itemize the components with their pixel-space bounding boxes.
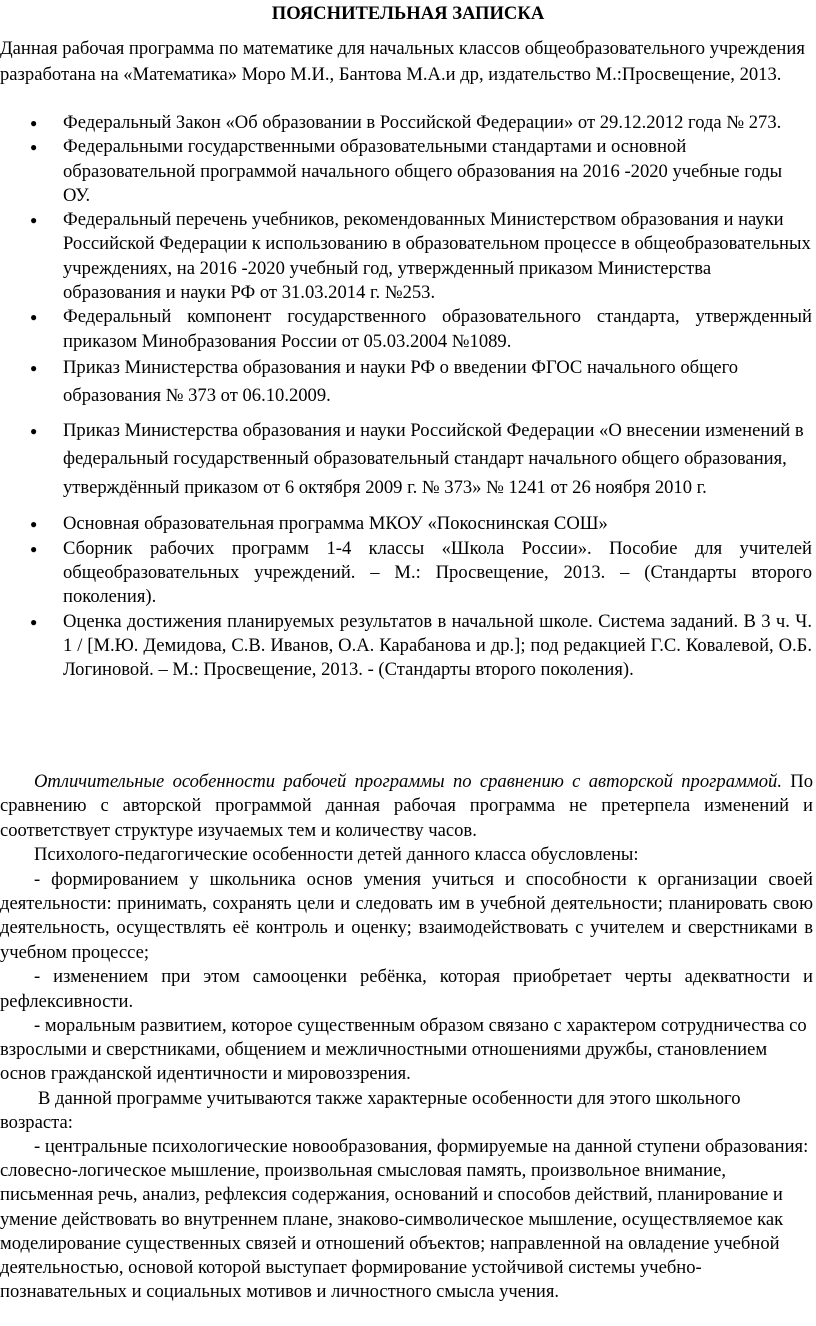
bullet-icon: ● xyxy=(30,541,38,556)
psych-item: - изменением при этом самооценки ребёнка, которая приобретает черты адекватности и рефлексивности. xyxy=(0,966,813,1012)
bullet-icon: ● xyxy=(30,140,38,155)
bullet-icon: ● xyxy=(30,213,38,228)
list-item xyxy=(0,135,816,208)
list-item-text: Федеральный компонент государственного образовательного стандарта, утвержденный приказом Минобразования России от 05.03.2004 №1089. xyxy=(63,306,812,352)
features-text: По сравнению с авторской программой данная рабочая программа не претерпела изменений и соответствует структуре изучаемых тем и количеству часов. xyxy=(0,771,813,841)
bullet-icon: ● xyxy=(30,310,38,325)
bullet-icon: ● xyxy=(30,423,38,438)
bullet-icon: ● xyxy=(30,116,38,130)
features-lead: Отличительные особенности рабочей программы по сравнению с авторской программой. xyxy=(34,771,782,792)
list-item xyxy=(0,111,816,135)
list-item-text: Основная образовательная программа МКОУ «Покоснинская СОШ» xyxy=(63,513,608,535)
list-item-text: Приказ Министерства образования и науки Российской Федерации «О внесении изменений в федеральный государственный образовательный стандарт начального общего образования, утверждённый приказом от 6 октября 2009 г. № 373» № 1241 от 26 ноября 2010 г. xyxy=(63,419,804,498)
features-paragraph xyxy=(0,770,813,843)
list-item-text: Федеральный перечень учебников, рекомендованных Министерством образования и науки Российской Федерации к использованию в образовательном процессе в общеобразовательных учреждениях, на 2016 -2020 учебный год, утвержденный приказом Министерства образования и науки РФ от 31.03.2014 г. №253. xyxy=(63,209,811,304)
intro-paragraph: Данная рабочая программа по математике для начальных классов общеобразовательного учреждения разработана на «Математика» Моро М.И., Бантова М.А.и др, издательство М.:Просвещение, 2013. xyxy=(0,38,805,85)
list-item-text: Оценка достижения планируемых результатов в начальной школе. Система заданий. В 3 ч. Ч. 1 / [М.Ю. Демидова, С.В. Иванов, О.А. Карабанова и др.]; под редакцией Г.С. Ковалевой, О.Б. Логиновой. – М.: Просвещение, 2013. - (Стандарты второго поколения). xyxy=(63,610,812,681)
list-item-text: Федеральными государственными образовательными стандартами и основной образовательной программой начального общего образования на 2016 -2020 учебные годы ОУ. xyxy=(63,136,783,206)
list-item xyxy=(0,417,816,503)
list-item xyxy=(0,537,816,610)
bullet-icon: ● xyxy=(30,360,38,375)
psych-item: - моральным развитием, которое существенным образом связано с характером сотрудничества со взрослыми и сверстниками, общением и межличностными отношениями дружбы, становлением основ гражданской идентичности и мировоззрения. xyxy=(0,1015,807,1085)
list-item xyxy=(0,354,816,411)
list-item-text: Приказ Министерства образования и науки РФ о введении ФГОС начального общего образования № 373 от 06.10.2009. xyxy=(63,356,739,407)
list-item xyxy=(0,610,816,683)
psych-intro: Психолого-педагогические особенности детей данного класса обусловлены: xyxy=(34,844,639,866)
age-item: - центральные психологические новообразования, формируемые на данной ступени образования: словесно-логическое мышление, произвольная смысловая память, произвольное внимание, письменная речь, анализ, рефлексия содержания, оснований и способов действий, планирование и умение действовать во внутреннем плане, знаково-символическое мышление, осуществляемое как моделирование существенных связей и отношений объектов; направленной на овладение учебной деятельностью, основой которой выступает формирование устойчивой системы учебно-познавательных и социальных мотивов и личностного смысла учения. xyxy=(0,1136,809,1303)
legal-basis-list xyxy=(0,111,816,683)
list-item xyxy=(0,305,816,354)
list-item xyxy=(0,208,816,305)
psych-item: - формированием у школьника основ умения учиться и способности к организации своей деятельности: принимать, сохранять цели и следовать им в учебной деятельности; планировать свою деятельность, осуществлять её контроль и оценку; взаимодействовать с учителем и сверстниками в учебном процессе; xyxy=(0,868,813,963)
list-item xyxy=(0,512,816,536)
explanatory-body xyxy=(0,770,813,1305)
bullet-icon: ● xyxy=(30,614,38,629)
list-item-text: Федеральный Закон «Об образовании в Российской Федерации» от 29.12.2012 года № 273. xyxy=(63,112,782,133)
age-intro: В данной программе учитываются также характерные особенности для этого школьного возраста: xyxy=(0,1087,741,1133)
document-title: ПОЯСНИТЕЛЬНАЯ ЗАПИСКА xyxy=(271,3,545,24)
list-item-text: Сборник рабочих программ 1-4 классы «Школа России». Пособие для учителей общеобразовательных учреждений. – М.: Просвещение, 2013. – (Стандарты второго поколения). xyxy=(63,537,812,608)
bullet-icon: ● xyxy=(30,517,38,532)
